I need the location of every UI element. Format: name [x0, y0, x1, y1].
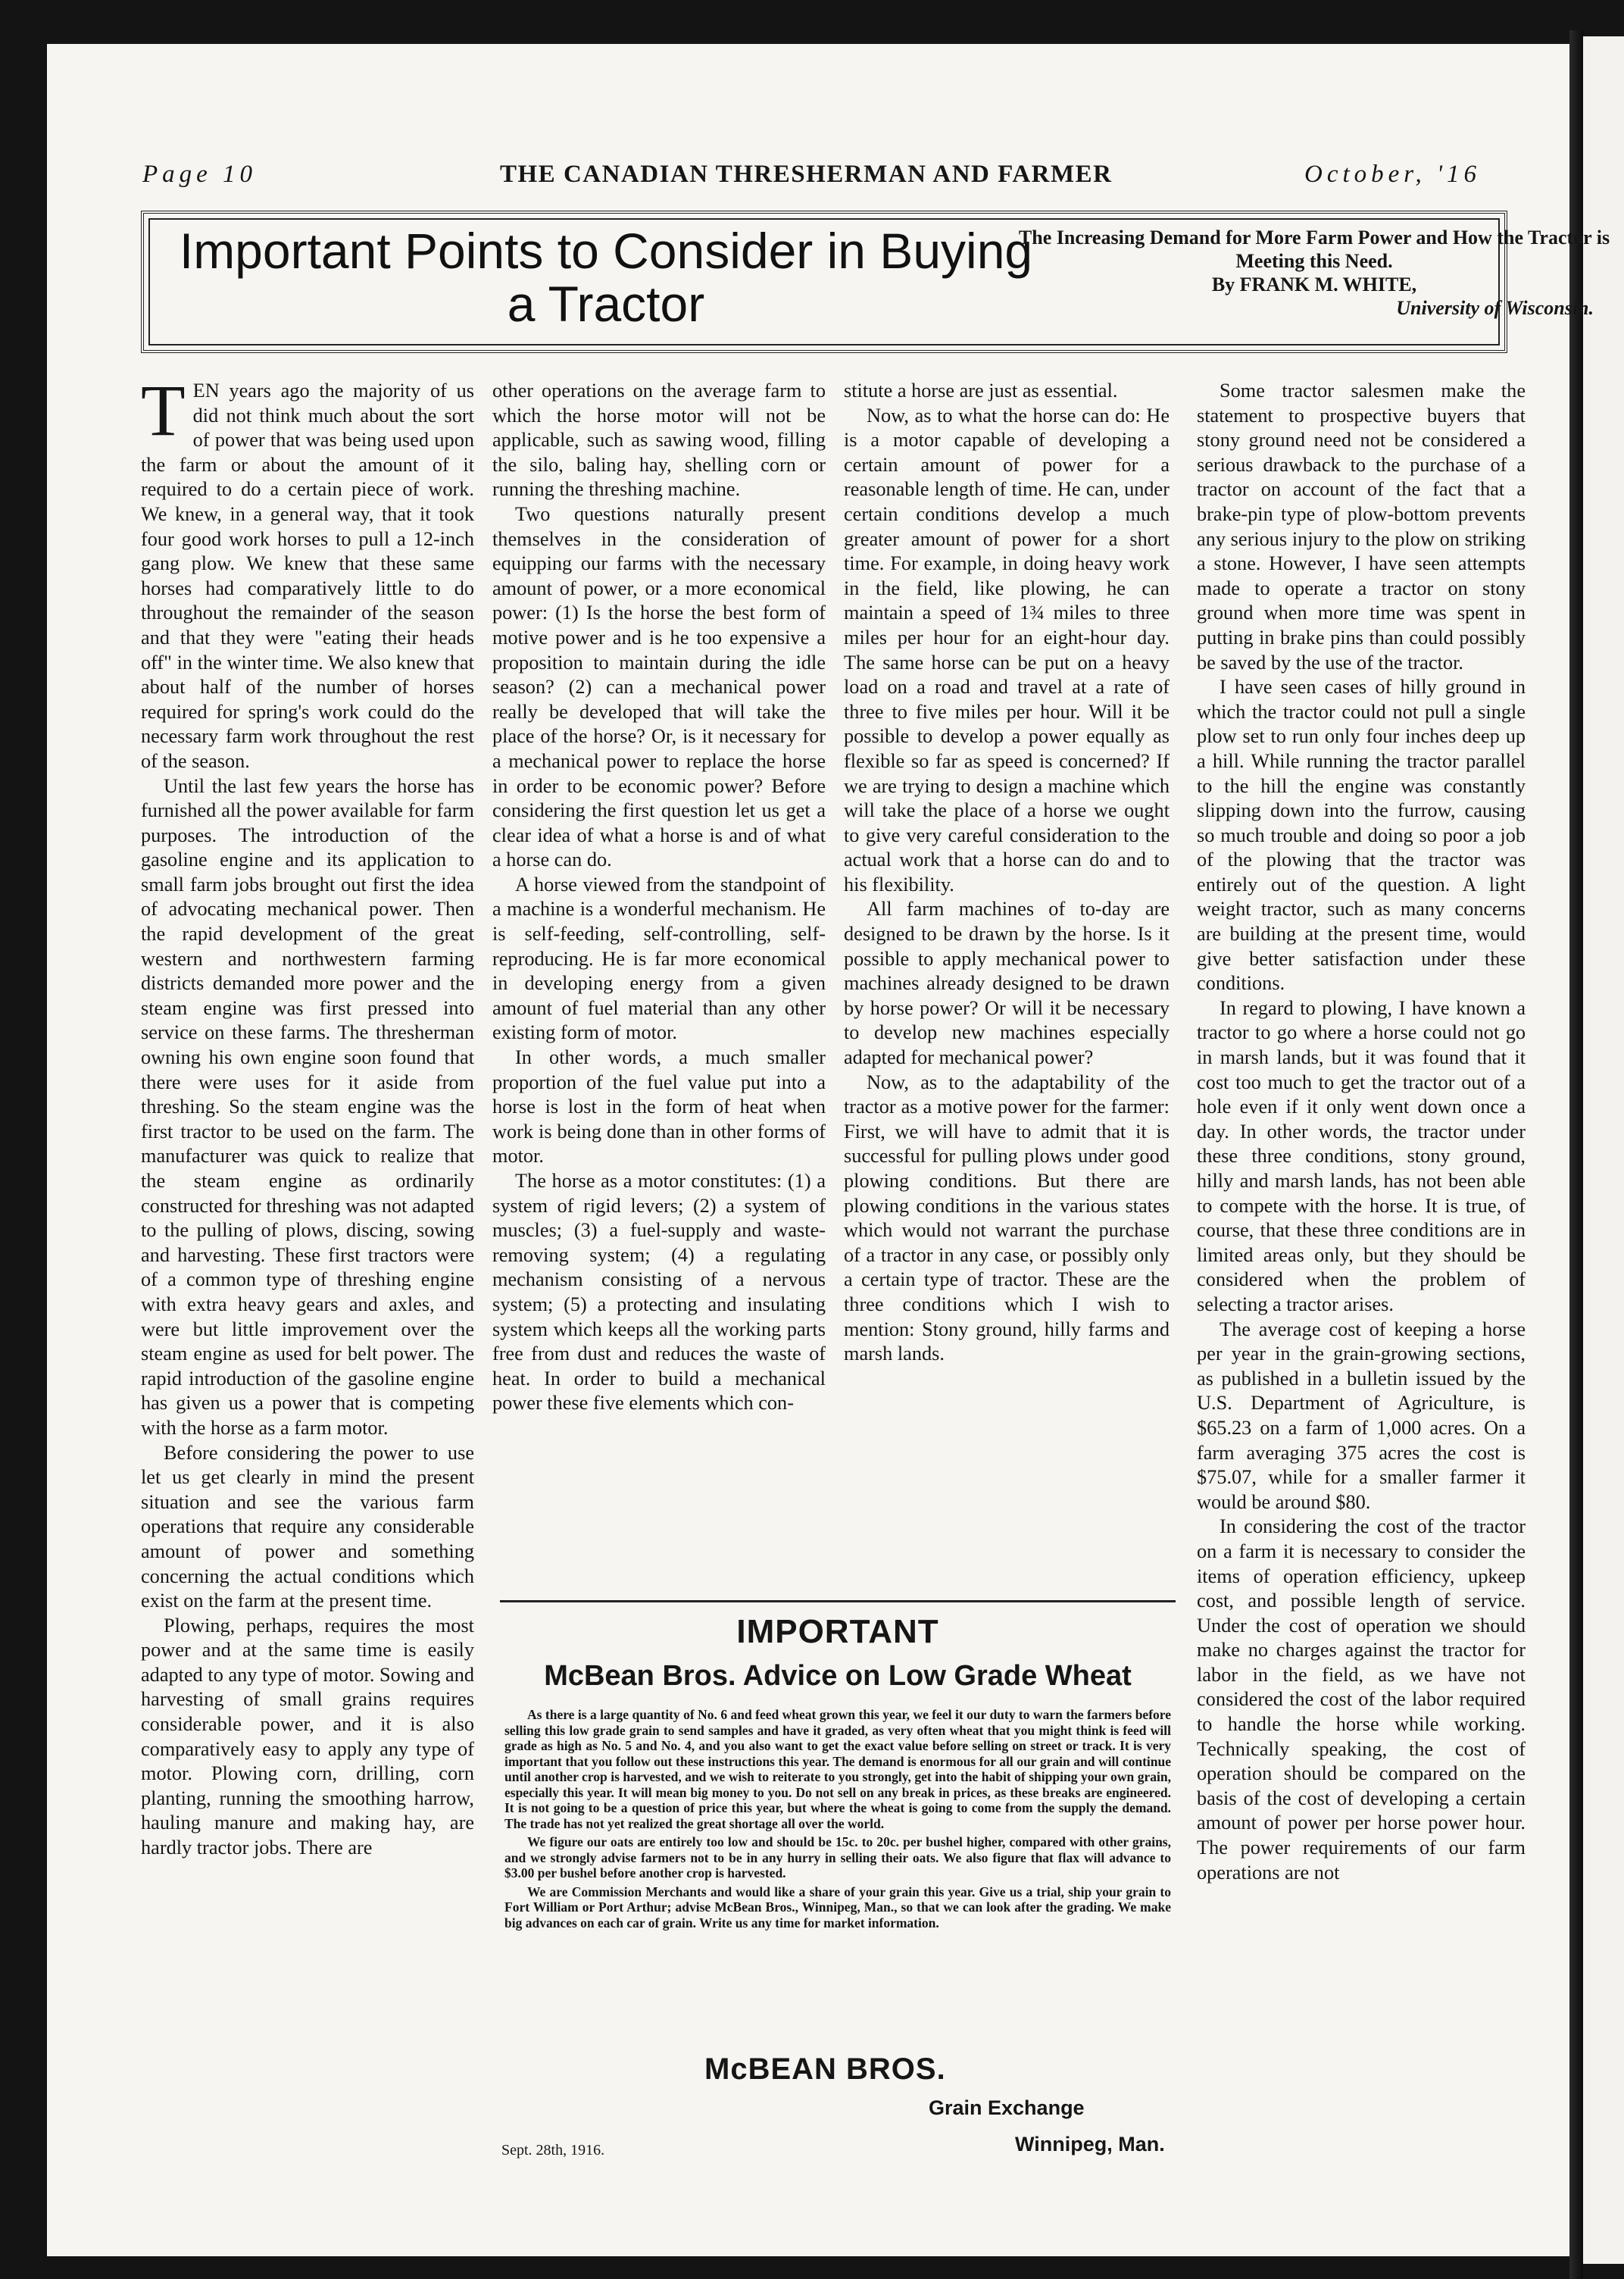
article-paragraph: All farm machines of to-day are designed to be drawn by the horse. Is it possible to apply mechanical power to machines already designed to be drawn by horse power? Or will it be necessary to develop new machines especially adapted for mechanical power? [844, 898, 1170, 1069]
mcbean-advertisement [500, 1600, 1176, 2167]
article-paragraph: Now, as to what the horse can do: He is a motor capable of developing a certain amount of power for a reasonable length of time. He can, under certain conditions develop a much greater amount of power for a short time. For example, in doing heavy work in the field, like plowing, he can maintain a speed of 1¾ miles to three miles per hour for an eight-hour day. The same horse can be put on a heavy load on a road and travel at a rate of three to five miles per hour. Will it be possible to develop a power equally as flexible so far as speed is concerned? If we are trying to design a machine which will take the place of a horse we ought to give very careful consideration to the actual work that a horse can do and to his flexibility. [844, 404, 1170, 896]
article-title-box [141, 211, 1610, 353]
article-paragraph: The average cost of keeping a horse per year in the grain-growing sections, as published in a bulletin issued by the U.S. Department of Agriculture, is $65.23 on a farm of 1,000 acres. On a farm averaging 375 acres the cost is $75.07, while for a smaller farmer it would be around $80. [1197, 1318, 1526, 1513]
article-paragraph: other operations on the average farm to which the horse motor will not be applicable, such as sawing wood, filling the silo, baling hay, shelling corn or running the threshing machine. [492, 380, 826, 501]
article-paragraph: In considering the cost of the tractor on a farm it is necessary to consider the items of operation efficiency, upkeep cost, and possible length of service. Under the cost of operation we should make no charges against the tractor for labor in the field, as we have not considered the cost of the labor required to handle the horse while working. Technically speaking, the cost of operation should be compared on the basis of the cost of developing a certain amount of power per horse power hour. The power requirements of our farm operations are not [1197, 1515, 1526, 1884]
ad-signature: McBEAN BROS. [704, 2052, 946, 2086]
facing-page-edge [1583, 36, 1624, 2264]
article-paragraph: Some tractor salesmen make the statement to prospective buyers that stony ground need not be considered a serious drawback to the purchase of a tractor on account of the fact that a brake-pin type of plow-bottom prevents any serious injury to the plow on striking a stone. However, I have seen attempts made to operate a tractor on stony ground when more time was spent in putting in brake pins than could possibly be saved by the use of the tractor. [1197, 380, 1526, 674]
article-column-1 [141, 370, 474, 1861]
article-paragraph: In other words, a much smaller proportion of the fuel value put into a horse is lost in the form of heat when work is being done than in other forms of motor. [492, 1046, 826, 1168]
article-paragraph: A horse viewed from the standpoint of a machine is a wonderful mechanism. He is self-feeding, self-controlling, self-reproducing. He is far more economical in developing energy from a given amount of fuel material than any other existing form of motor. [492, 873, 826, 1044]
ad-paragraph: We are Commission Merchants and would like a share of your grain this year. Give us a trial, ship your grain to Fort William or Port Arthur; advise McBean Bros., Winnipeg, Man., so that we can look after the grading. We make big advances on each car of grain. Write us any time for market information. [504, 1884, 1171, 1930]
article-paragraph: The horse as a motor constitutes: (1) a system of rigid levers; (2) a system of muscles; (3) a fuel-supply and waste-removing system; (4) a regulating mechanism consisting of a nervous system; (5) a protecting and insulating system which keeps all the working parts free from dust and reduces the waste of heat. In order to build a mechanical power these five elements which con- [492, 1170, 826, 1415]
article-paragraph: Before considering the power to use let us get clearly in mind the present situation and see the various farm operations that require any considerable amount of power and something concerning the actual conditions which exist on the farm at the present time. [141, 1441, 474, 1612]
publication-title: THE CANADIAN THRESHERMAN AND FARMER [500, 161, 1113, 188]
article-paragraph: Two questions naturally present themselves in the consideration of equipping our farms with the necessary amount of power, or a more economical power: (1) Is the horse the best form of motive power and is he too expensive a proposition to maintain during the idle season? (2) can a mechanical power really be developed that will take the place of the horse? Or, is it necessary for a mechanical power to replace the horse in order to be economic power? Before considering the first question let us get a clear idea of what a horse is and of what a horse can do. [492, 502, 826, 871]
ad-heading: IMPORTANT [736, 1613, 939, 1650]
ad-date: Sept. 28th, 1916. [501, 2142, 605, 2159]
ad-address-line-1: Grain Exchange [929, 2096, 1085, 2119]
page-number: Page 10 [142, 161, 258, 188]
article-paragraph: Now, as to the adaptability of the tractor as a motive power for the farmer: First, we will have to admit that it is successful for pulling plows under good plowing conditions. But there are plowing conditions in the various states which would not warrant the purchase of a tractor in any case, or possibly only a certain type of tractor. These are the three conditions which I wish to mention: Stony ground, hilly farms and marsh lands. [844, 1071, 1170, 1365]
drop-cap: T [141, 370, 186, 451]
deck-text: The Increasing Demand for More Farm Power and How the Tractor is Meeting this Need. [1018, 227, 1610, 272]
ad-headline: McBean Bros. Advice on Low Grade Wheat [544, 1660, 1132, 1692]
article-paragraph: In regard to plowing, I have known a tractor to go where a horse could not go in marsh lands, but it was found that it cost too much to get the tractor out of a hole even if it only went down once a day. In other words, the tractor under these three conditions, stony ground, hilly and marsh lands, has not been able to compete with the horse. It is true, of course, that these three conditions are in limited areas only, but they should be considered when the problem of selecting a tractor arises. [1197, 996, 1526, 1315]
ad-body [504, 1707, 1171, 1934]
article-paragraph: Plowing, perhaps, requires the most power and at the same time is easily adapted to any type of motor. Sowing and harvesting of small grains requires considerable power, and it is also comparatively easy to apply any type of motor. Plowing corn, drilling, corn planting, running the smoothing harrow, hauling manure and making hay, are hardly tractor jobs. There are [141, 1614, 474, 1859]
affiliation: University of Wisconsin. [1396, 297, 1594, 319]
article-paragraph [141, 370, 474, 774]
article-column-4 [1197, 379, 1526, 1885]
article-paragraph: stitute a horse are just as essential. [844, 380, 1118, 402]
article-column-2 [492, 379, 826, 1416]
article-title: Important Points to Consider in Buying a Tractor [179, 223, 1033, 332]
article-paragraph: I have seen cases of hilly ground in which the tractor could not pull a single plow set to run only four inches deep up a hill. While running the tractor parallel to the hill the engine was constantly slipping down into the furrow, causing so much trouble and doing so poor a job of the plowing that the tractor was entirely out of the question. A light weight tractor, such as many concerns are building at the present time, would give better satisfaction under these conditions. [1197, 676, 1526, 995]
issue-date: October, '16 [1304, 161, 1482, 188]
article-deck [992, 226, 1624, 320]
byline: By FRANK M. WHITE, [1211, 274, 1417, 295]
paragraph-text: EN years ago the majority of us did not think much about the sort of power that was being used upon the farm or about the amount of it required to do a certain piece of work. We knew, in a general way, that it took four good work horses to pull a 12-inch gang plow. We knew that these same horses had comparatively little to do throughout the remainder of the season and that they were "eating their heads off" in the winter time. We also knew that about half of the number of horses required for spring's work could do the necessary farm work throughout the rest of the season. [141, 380, 474, 772]
ad-address-line-2: Winnipeg, Man. [1015, 2133, 1165, 2156]
article-column-3 [844, 379, 1170, 1583]
ad-paragraph: As there is a large quantity of No. 6 and feed wheat grown this year, we feel it our duty to warn the farmers before selling this low grade grain to send samples and have it graded, as very often wheat that you might think is feed will grade as high as No. 5 and No. 4, and you also want to get the exact value before selling on street or track. It is very important that you follow out these instructions this year. The demand is enormous for all our grain and will continue until another crop is harvested, and we wish to reiterate to you strongly, get into the habit of shipping your own grain, especially this year. It will mean big money to you. Do not sell on any break in prices, as these breaks are engineered. It is not going to be a question of price this year, but where the wheat is going to come from the supply the demand. The trade has not yet realized the great shortage all over the world. [504, 1707, 1171, 1831]
ad-paragraph: We figure our oats are entirely too low and should be 15c. to 20c. per bushel higher, compared with other grains, and we strongly advise farmers not to be in any hurry in selling their oats. We also figure that flax will advance to $3.00 per bushel before another crop is harvested. [504, 1834, 1171, 1880]
page-gutter [1569, 30, 1583, 2279]
article-paragraph: Until the last few years the horse has furnished all the power available for farm purposes. The introduction of the gasoline engine and its application to small farm jobs brought out first the idea of advocating mechanical power. Then the rapid development of the great western and northwestern farming districts demanded more power and the steam engine was first pressed into service on these farms. The thresherman owning his own engine soon found that there were uses for it aside from threshing. So the steam engine was the first tractor to be used on the farm. The manufacturer was quick to realize that the steam engine as ordinarily constructed for threshing was not adapted to the pulling of plows, discing, sowing and harvesting. These first tractors were of a common type of threshing engine with extra heavy gears and axles, and were but little improvement over the steam engine as used for belt power. The rapid introduction of the gasoline engine has given us a power that is competing with the horse as a farm motor. [141, 774, 474, 1439]
